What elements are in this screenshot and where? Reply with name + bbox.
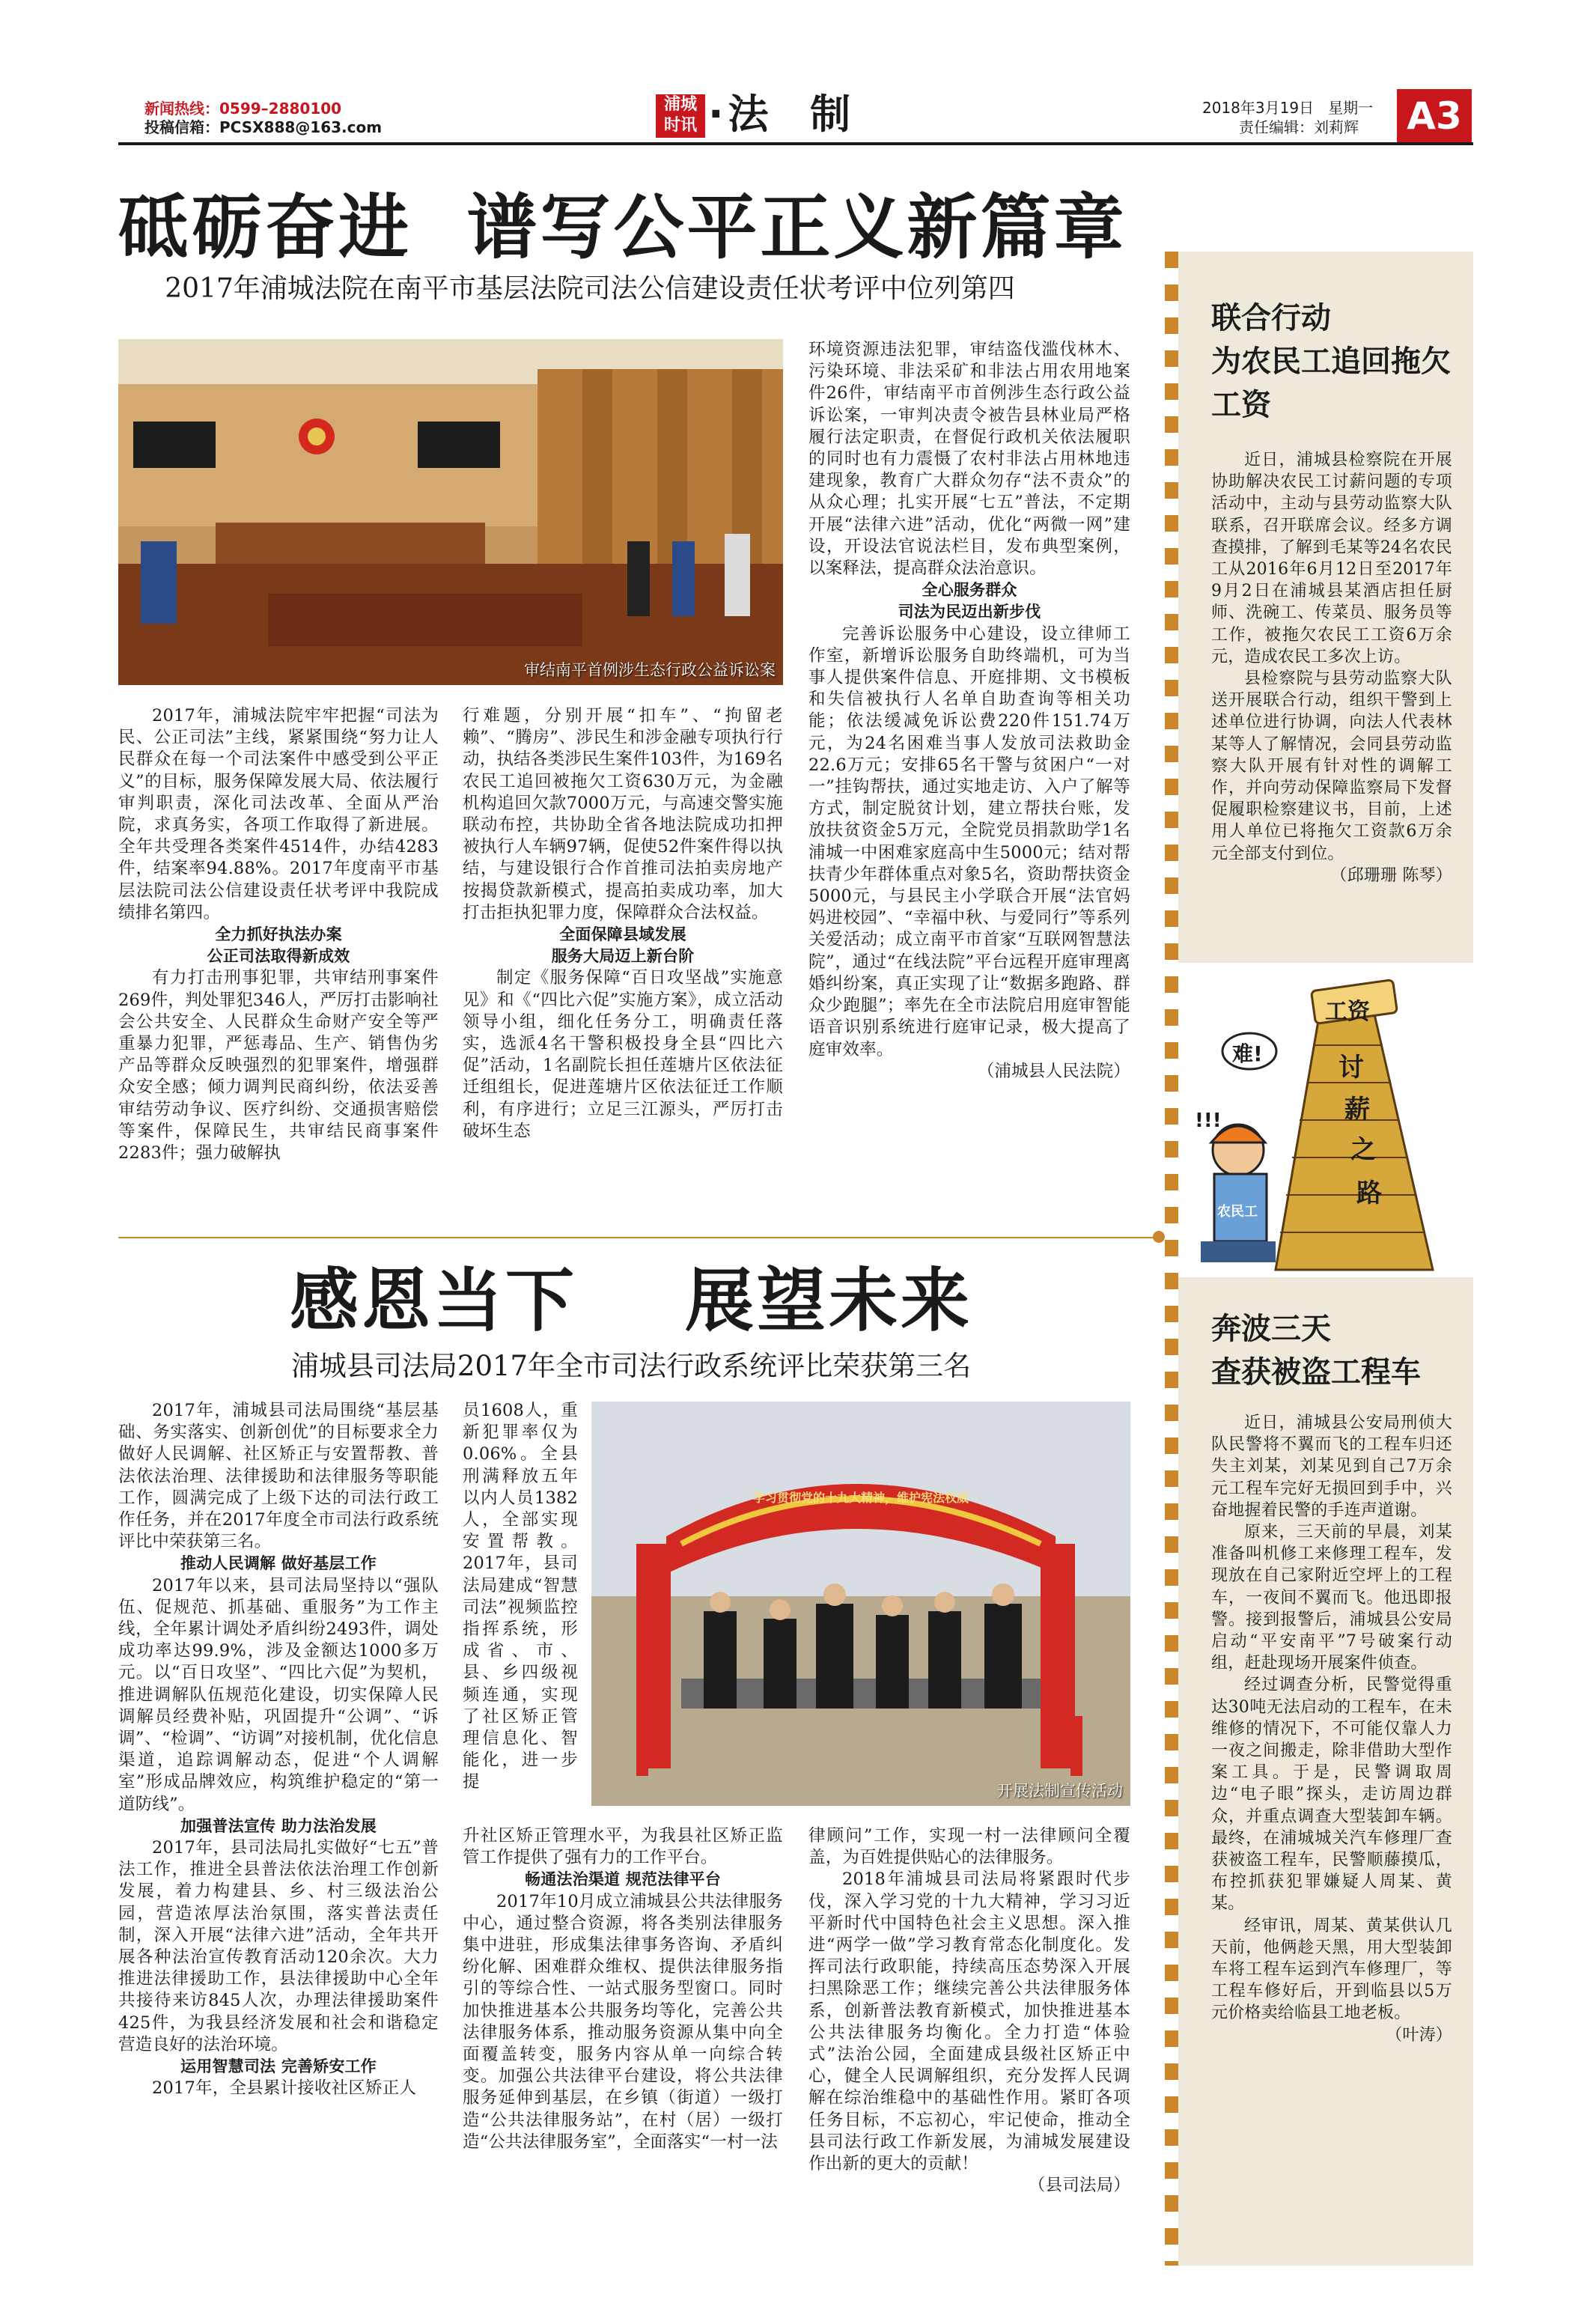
paragraph: 有力打击刑事犯罪，共审结刑事案件269件，判处罪犯346人，严厉打击影响社会公共安全、人民群众生命财产安全等严重暴力犯罪，严惩毒品、生产、销售伪劣产品等群众反映强烈的犯罪案件，增强群众安全感；倾力调判民商纠纷，依法妥善审结劳动争议、医疗纠纷、交通损害赔偿等案件，保障民生，共审结民商事案件2283件；强力破解执 (118, 968, 439, 1163)
paragraph: 2017年，浦城法院牢牢把握“司法为民、公正司法”主线，紧紧围绕“努力让人民群众在每一个司法案件中感受到公平正义”的目标，服务保障发展大局、依法履行审判职责，深化司法改革、全面从严治院，求真务实，各项工作取得了新进展。全年共受理各类案件4514件，办结4283件，结案率94.88%。2017年度南平市基层法院司法公信建设责任状考评中我院成绩排名第四。 (118, 706, 439, 922)
sidebar-story2 (1178, 1277, 1473, 2266)
paragraph: 制定《服务保障“百日攻坚战”实施意见》和《“四比六促”实施方案》，成立活动领导小组，细化任务分工，明确责任落实，选派4名干警积极投身全县“四比六促”活动，1名副院长担任莲塘片区依法征迁组组长，促进莲塘片区依法征迁工作顺利，有序进行；立足三江源头，严厉打击破坏生态 (463, 968, 783, 1141)
event-illustration (591, 1402, 1130, 1806)
section-title: ·法 制 (708, 91, 856, 138)
courtroom-illustration (118, 339, 783, 685)
paragraph: 2017年10月成立浦城县公共法律服务中心，通过整合资源，将各类别法律服务集中进驻，形成集法律事务咨询、矛盾纠纷化解、困难群众维权、提供法律服务指引的等综合性、一站式服务型窗口。同时加快推进基本公共服务均等化，完善公共法律服务体系，推动服务资源从集中向全面覆盖转变，服务内容从单一向综合转变。加强公共法律平台建设，将公共法律服务延伸到基层，在乡镇（街道）一级打造“公共法律服务站”，在村（居）一级打造“公共法律服务室”，全面落实“一村一法 (463, 1891, 783, 2152)
subheading: 加强普法宣传 助力法治发展 (180, 1816, 377, 1835)
logo-line1: 浦城 (663, 95, 697, 114)
subheading: 全力抓好执法办案 (215, 925, 342, 944)
cartoon-label-xin: 薪 (1344, 1095, 1370, 1125)
paragraph: 经审讯，周某、黄某供认几天前，他俩趁天黑，用大型装卸车将工程车运到汽车修理厂，等工程车修好后，开到临县以5万元价格卖给临县工地老板。 (1211, 1916, 1452, 2023)
subheading: 推动人民调解 做好基层工作 (180, 1554, 377, 1573)
paragraph: 经过调查分析，民警觉得重达30吨无法启动的工程车，在未维修的情况下，不可能仅靠人力一夜之间搬走，除非借助大型作案工具。于是，民警调取周边“电子眼”探头，走访周边群众，并重点调查大型装卸车辆。最终，在浦城城关汽车修理厂查获被盗工程车，民警顺藤摸瓜，布控抓获犯罪嫌疑人周某、黄某。 (1211, 1676, 1452, 1914)
article1-col3 (808, 339, 1130, 1083)
mailbox (144, 118, 382, 138)
event-banner-text: 学习贯彻党的十九大精神，维护宪法权威 (752, 1491, 969, 1505)
header-rule (118, 142, 1473, 145)
paragraph: 近日，浦城县检察院在开展协助解决农民工讨薪问题的专项活动中，主动与县劳动监察大队联系，召开联席会议。经多方调查摸排，了解到毛某等24名农民工从2016年6月12日至2017年9月2日在浦城县某酒店担任厨师、洗碗工、传菜员、服务员等工作，被拖欠农民工工资6万余元，造成农民工多次上访。 (1211, 451, 1452, 666)
paragraph: 原来，三天前的早晨，刘某准备叫机修工来修理工程车，发现放在自己家附近空坪上的工程车，一夜间不翼而飞。他迅即报警。接到报警后，浦城县公安局启动“平安南平”7号破案行动组，赶赴现场开展案件侦查。 (1211, 1523, 1452, 1673)
article1-title: 砥砺奋进 谱写公平正义新篇章 (118, 187, 1127, 269)
subheading: 运用智慧司法 完善矫安工作 (180, 2057, 377, 2076)
issue-date: 2018年3月19日 星期一 (1202, 99, 1374, 117)
subheading: 服务大局迈上新台阶 (551, 947, 695, 966)
story1-title2: 为农民工追回拖欠工资 (1211, 344, 1451, 422)
story1-body (1211, 449, 1452, 886)
cartoon-label-exclaim: !!! (1195, 1110, 1222, 1132)
article2-col2-narrow (463, 1400, 578, 1794)
article2-col1 (118, 1400, 439, 2100)
sidebar-stripe (1165, 252, 1178, 2266)
paragraph: 律顾问”工作，实现一村一法律顾问全覆盖，为百姓提供贴心的法律服务。 (808, 1826, 1130, 1868)
editor: 责任编辑：刘莉辉 (1239, 118, 1359, 136)
paragraph: 行难题，分别开展“扣车”、“拘留老赖”、“腾房”、涉民生和涉金融专项执行行动，执结各类涉民生案件103件，为169名农民工追回被拖欠工资630万元，为金融机构追回欠款7000万元，与高速交警实施联动布控，共协助全省各地法院成功扣押被执行人车辆97辆，促使52件案件得以执结，与建设银行合作首推司法拍卖房地产按揭贷款新模式，提高拍卖成功率，加大打击拒执犯罪力度，保障群众合法权益。 (463, 706, 783, 922)
subheading: 全心服务群众 (922, 581, 1017, 600)
article2-col2 (463, 1825, 783, 2153)
paragraph: 完善诉讼服务中心建设，设立律师工作室，新增诉讼服务自助终端机，可为当事人提供案件信息、开庭排期、文书模板和失信被执行人名单自助查询等相关功能；依法缓减免诉讼费220件151.74万元，为24名困难当事人发放司法救助金22.6万元；安排65名干警与贫困户“一对一”挂钩帮扶，通过实地走访、入户了解等方式，制定脱贫计划，建立帮扶台账，发放扶贫资金5万元，全院党员捐款助学1名浦城一中困难家庭高中生5000元；结对帮扶青少年群体重点对象5名，资助帮扶资金5000元，与县民主小学联合开展“法官妈妈进校园”、“幸福中秋、与爱同行”等系列关爱活动；成立南平市首家“互联网智慧法院”，通过“在线法院”平台远程开庭审理离婚纠纷案，真正实现了让“数据多跑路、群众少跑腿”；率先在全市法院启用庭审智能语音识别系统进行庭审记录，极大提高了庭审效率。 (808, 624, 1130, 1059)
hotline-number: 0599–2880100 (219, 100, 342, 118)
paragraph: 县检察院与县劳动监察大队送开展联合行动，组织干警到上述单位进行协调，向法人代表林某等人了解情况，会同县劳动监察大队开展有针对性的调解工作，并向劳动保障监察局下发督促履职检察建议书，目前，上述用人单位已将拖欠工资款6万余元全部支付到位。 (1211, 669, 1452, 863)
paragraph: 2017年以来，县司法局坚持以“强队伍、促规范、抓基础、重服务”为工作主线，全年累计调处矛盾纠纷2493件，调处成功率达99.9%，涉及金额达1000多万元。以“百日攻坚”、“四比六促”为契机，推进调解队伍规范化建设，切实保障人民调解员经费补贴，巩固提升“公调”、“诉调”、“检调”、“访调”对接机制，优化信息渠道，追踪调解动态，促进“个人调解室”形成品牌效应，构筑维护稳定的“第一道防线”。 (118, 1575, 439, 1814)
mailbox-label: 投稿信箱： (144, 118, 219, 136)
cartoon (1178, 963, 1473, 1277)
article2-col3 (808, 1825, 1130, 2197)
paragraph: 2017年，浦城县司法局围绕“基层基础、务实落实、创新创优”的目标要求全力做好人民调解、社区矫正与安置帮教、普法依法治理、法律援助和法律服务等职能工作，圆满完成了上级下达的司法行政工作任务，并在2017年度全市司法行政系统评比中荣获第三名。 (118, 1401, 439, 1552)
cartoon-label-tao: 讨 (1338, 1053, 1364, 1083)
hotline-label: 新闻热线： (144, 100, 219, 118)
divider-dot (1153, 1231, 1165, 1243)
story1-title1: 联合行动 (1211, 301, 1331, 335)
subheading: 全面保障县域发展 (559, 925, 686, 944)
article1-deck: 2017年浦城法院在南平市基层法院司法公信建设责任状考评中位列第四 (165, 273, 1015, 304)
sidebar-story1 (1178, 252, 1473, 963)
cartoon-label-zhi: 之 (1350, 1135, 1376, 1165)
section-divider (118, 1237, 1159, 1238)
cartoon-label-lu: 路 (1356, 1178, 1382, 1208)
byline: （叶涛） (1386, 2025, 1452, 2045)
byline: （邱珊珊 陈琴） (1330, 865, 1452, 885)
subheading: 司法为民迈出新步伐 (898, 603, 1041, 621)
article1-col2 (463, 705, 783, 1143)
article1-col1 (118, 705, 439, 1164)
logo-line2: 时讯 (663, 116, 697, 135)
byline: （县司法局） (1028, 2176, 1130, 2196)
hotline (144, 99, 341, 119)
story2-title1: 奔波三天 (1211, 1312, 1331, 1346)
paragraph: 近日，浦城县公安局刑侦大队民警将不翼而飞的工程车归还失主刘某，刘某见到自己7万余元工程车完好无损回到手中，兴奋地握着民警的手连声道谢。 (1211, 1414, 1452, 1520)
story2-title2: 查获被盗工程车 (1211, 1355, 1421, 1390)
subheading: 畅通法治渠道 规范法律平台 (525, 1870, 721, 1889)
byline: （浦城县人民法院） (977, 1061, 1130, 1081)
article2-deck: 浦城县司法局2017年全市司法行政系统评比荣获第三名 (290, 1350, 972, 1382)
cartoon-label-worker: 农民工 (1217, 1204, 1258, 1220)
story2-body (1211, 1412, 1452, 2046)
paragraph: 升社区矫正管理水平，为我县社区矫正监管工作提供了强有力的工作平台。 (463, 1826, 783, 1868)
article2-title: 感恩当下 展望未来 (289, 1261, 973, 1341)
cartoon-label-wage: 工资 (1325, 999, 1370, 1025)
paragraph: 2017年，全县累计接收社区矫正人 (152, 2078, 417, 2099)
mailbox-address: PCSX888@163.com (219, 118, 383, 136)
paper-logo (656, 94, 705, 138)
paragraph: 2017年，县司法局扎实做好“七五”普法工作，推进全县普法依法治理工作创新发展，着力构建县、乡、村三级法治公园，营造浓厚法治氛围，落实普法责任制，深入开展“法律六进”活动，全年共开展各种法治宣传教育活动120余次。大力推进法律援助工作，县法律援助中心全年共接待来访845人次，办理法律援助案件425件，为我县经济发展和社会和谐稳定营造良好的法治环境。 (118, 1838, 439, 2054)
cartoon-label-nan: 难! (1232, 1041, 1263, 1066)
courtroom-photo (118, 339, 783, 685)
subheading: 公正司法取得新成效 (207, 947, 350, 966)
article2-col2-narrow-text: 员1608人，重新犯罪率仅为0.06%。全县刑满释放五年以内人员1382人，全部实现安置帮教。2017年，县司法局建成“智慧司法”视频监控指挥系统，形成省、市、县、乡四级视频连通，实现了社区矫正管理信息化、智能化，进一步提 (463, 1401, 578, 1792)
event-photo-caption: 开展法制宣传活动 (997, 1782, 1123, 1800)
page-number: A3 (1397, 89, 1472, 143)
paragraph: 环境资源违法犯罪，审结盗伐滥伐林木、污染环境、非法采矿和非法占用农用地案件26件，审结南平市首例涉生态行政公益诉讼案，一审判决责令被告县林业局严格履行法定职责，在督促行政机关依法履职的同时也有力震慑了农村非法占用林地违建现象，教育广大群众勿存“法不责众”的从众心理；扎实开展“七五”普法，不定期开展“法律六进”活动，优化“两微一网”建设，开设法官说法栏目，发布典型案例，以案释法，提高群众法治意识。 (808, 340, 1130, 579)
event-photo (591, 1402, 1130, 1806)
paragraph: 2018年浦城县司法局将紧跟时代步伐，深入学习党的十九大精神，学习习近平新时代中国特色社会主义思想。深入推进“两学一做”学习教育常态化制度化。发挥司法行政职能，持续高压态势深入开展扫黑除恶工作；继续完善公共法律服务体系，创新普法教育新模式，加快推进基本公共法律服务均衡化。全力打造“体验式”法治公园，全面建成县级社区矫正中心，健全人民调解组织，充分发挥人民调解在综治维稳中的基础性作用。紧盯各项任务目标，不忘初心，牢记使命，推动全县司法行政工作新发展，为浦城发展建设作出新的更大的贡献！ (808, 1869, 1130, 2174)
photo-caption: 审结南平首例涉生态行政公益诉讼案 (524, 661, 776, 679)
